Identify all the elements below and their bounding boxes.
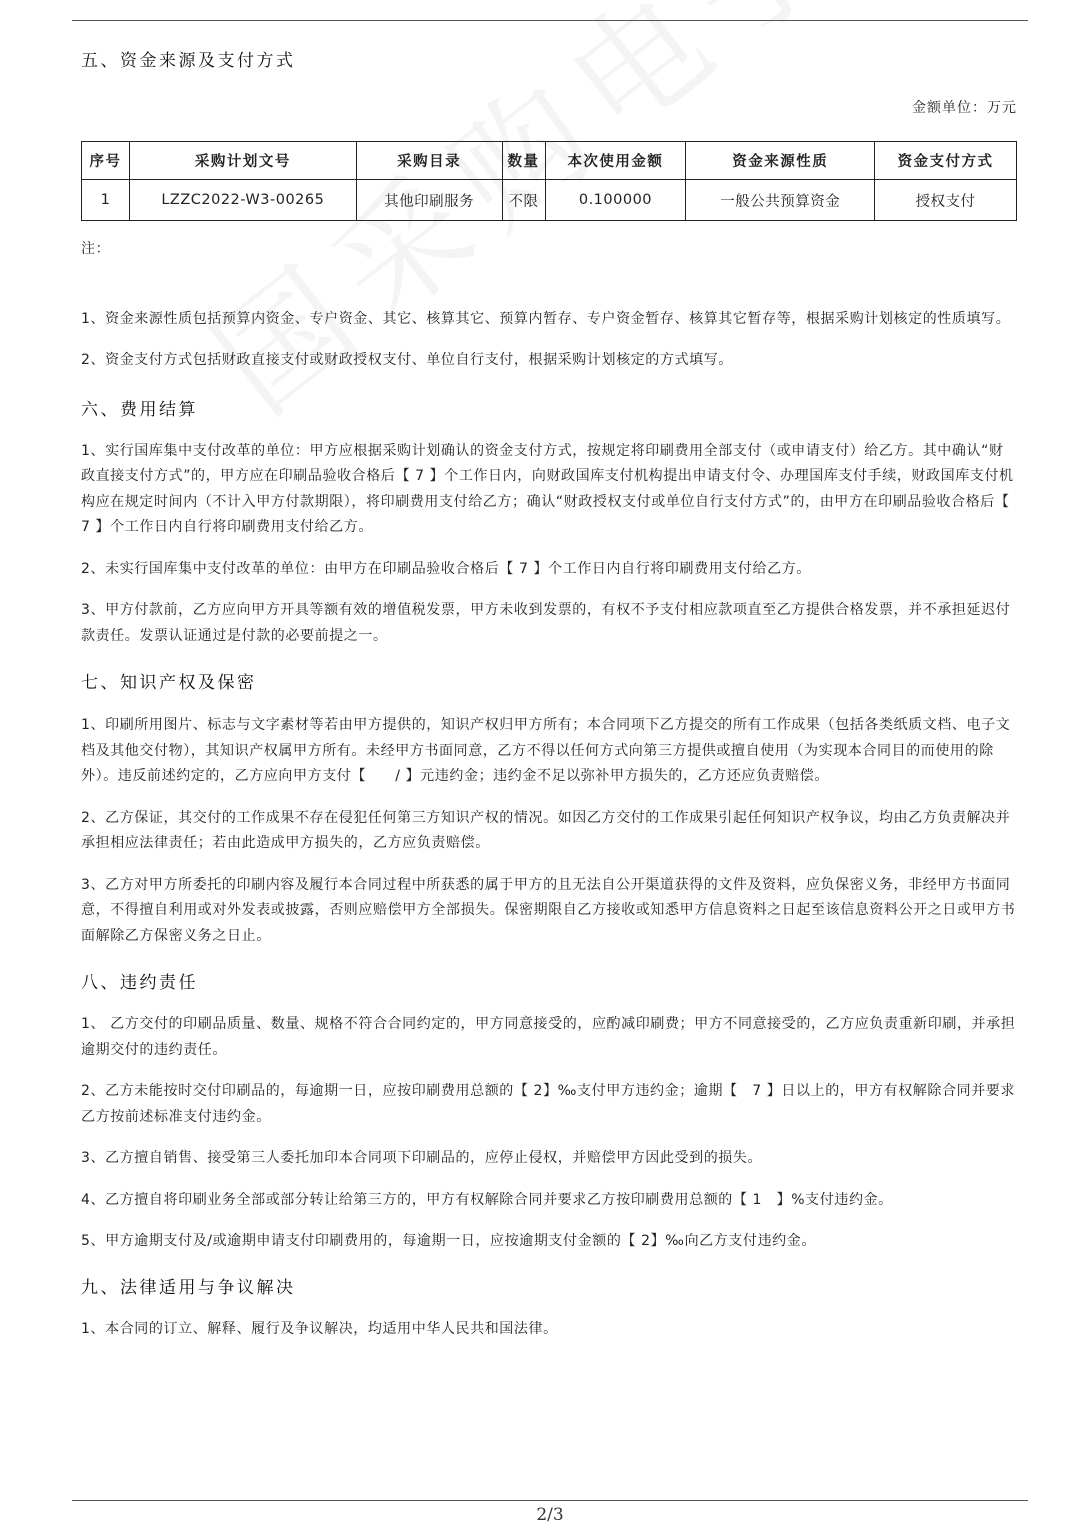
table-header: 序号 (82, 142, 130, 180)
paragraph: 1、 乙方交付的印刷品质量、数量、规格不符合合同约定的，甲方同意接受的，应酌减印刷费；甲方不同意接受的，乙方应负责重新印刷，并承担逾期交付的违约责任。 (81, 1016, 1016, 1058)
header-rule (72, 20, 1028, 21)
paragraph: 1、印刷所用图片、标志与文字素材等若由甲方提供的，知识产权归甲方所有；本合同项下乙方提交的所有工作成果（包括各类纸质文档、电子文档及其他交付物），其知识产权属甲方所有。未经甲方书面同意，乙方不得以任何方式向第三方提供或擅自使用（为实现本合同目的而使用的除外）。违反前述约定的，乙方应向甲方支付【 / 】元违约金；违约金不足以弥补甲方损失的，乙方还应负责赔偿。 (81, 717, 1011, 784)
table-cell: 授权支付 (875, 180, 1017, 221)
section-9-title: 九、法律适用与争议解决 (81, 1277, 296, 1298)
table-cell: 1 (82, 180, 130, 221)
paragraph: 5、甲方逾期支付及/或逾期申请支付印刷费用的，每逾期一日，应按逾期支付金额的【 2】‰向乙方支付违约金。 (81, 1233, 816, 1249)
page-number: 2/3 (536, 1505, 564, 1525)
fund-table (81, 141, 1017, 221)
table-cell: LZZC2022-W3-00265 (129, 180, 356, 221)
paragraph: 1、资金来源性质包括预算内资金、专户资金、其它、核算其它、预算内暂存、专户资金暂存、核算其它暂存等，根据采购计划核定的性质填写。 (81, 310, 1011, 327)
table-header: 采购计划文号 (129, 142, 356, 180)
paragraph: 3、乙方对甲方所委托的印刷内容及履行本合同过程中所获悉的属于甲方的且无法自公开渠道获得的文件及资料，应负保密义务，非经甲方书面同意，不得擅自利用或对外发表或披露，否则应赔偿甲方全部损失。保密期限自乙方接收或知悉甲方信息资料之日起至该信息资料公开之日或甲方书面解除乙方保密义务之日止。 (81, 876, 1016, 944)
table-cell: 0.100000 (545, 180, 686, 221)
table-row (82, 180, 1017, 221)
paragraph: 1、实行国库集中支付改革的单位：甲方应根据采购计划确认的资金支付方式，按规定将印刷费用全部支付（或申请支付）给乙方。其中确认“财政直接支付方式”的，甲方应在印刷品验收合格后【 7 】个工作日内，向财政国库支付机构提出申请支付令、办理国库支付手续，财政国库支付机构应在规定时间内（不计入甲方付款期限），将印刷费用支付给乙方；确认“财政授权支付或单位自行支付方式”的，由甲方在印刷品验收合格后【 7 】个工作日内自行将印刷费用支付给乙方。 (81, 442, 1014, 535)
table-header: 资金来源性质 (686, 142, 875, 180)
footer-rule (72, 1500, 1028, 1501)
table-header: 本次使用金额 (545, 142, 686, 180)
paragraph: 2、资金支付方式包括财政直接支付或财政授权支付、单位自行支付，根据采购计划核定的方式填写。 (81, 352, 733, 368)
section-7-title: 七、知识产权及保密 (81, 673, 257, 693)
table-cell: 一般公共预算资金 (686, 180, 875, 221)
paragraph: 4、乙方擅自将印刷业务全部或部分转让给第三方的，甲方有权解除合同并要求乙方按印刷费用总额的【 1 】%支付违约金。 (81, 1191, 893, 1208)
table-header-row (82, 142, 1017, 180)
paragraph: 2、未实行国库集中支付改革的单位：由甲方在印刷品验收合格后【 7 】个工作日内自行将印刷费用支付给乙方。 (81, 560, 811, 577)
paragraph: 2、乙方未能按时交付印刷品的，每逾期一日，应按印刷费用总额的【 2】‰支付甲方违约金；逾期【 7 】日以上的，甲方有权解除合同并要求乙方按前述标准支付违约金。 (81, 1083, 1016, 1125)
paragraph: 2、乙方保证，其交付的工作成果不存在侵犯任何第三方知识产权的情况。如因乙方交付的工作成果引起任何知识产权争议，均由乙方负责解决并承担相应法律责任；若由此造成甲方损失的，乙方应负责赔偿。 (81, 809, 1011, 851)
table-cell: 不限 (502, 180, 545, 221)
paragraph: 1、本合同的订立、解释、履行及争议解决，均适用中华人民共和国法律。 (81, 1320, 558, 1337)
table-cell: 其他印刷服务 (356, 180, 502, 221)
section-8-title: 八、违约责任 (81, 973, 198, 993)
section-5-title: 五、资金来源及支付方式 (81, 51, 296, 71)
paragraph: 3、乙方擅自销售、接受第三人委托加印本合同项下印刷品的，应停止侵权，并赔偿甲方因此受到的损失。 (81, 1150, 763, 1166)
table-header: 资金支付方式 (875, 142, 1017, 180)
document-body (81, 46, 1017, 1342)
paragraph: 3、甲方付款前，乙方应向甲方开具等额有效的增值税发票，甲方未收到发票的，有权不予支付相应款项直至乙方提供合格发票，并不承担延迟付款责任。发票认证通过是付款的必要前提之一。 (81, 602, 1011, 644)
table-header: 数量 (502, 142, 545, 180)
section-6-title: 六、费用结算 (81, 399, 198, 420)
note-label: 注： (81, 241, 111, 257)
table-header: 采购目录 (356, 142, 502, 180)
amount-unit: 金额单位：万元 (912, 100, 1017, 116)
